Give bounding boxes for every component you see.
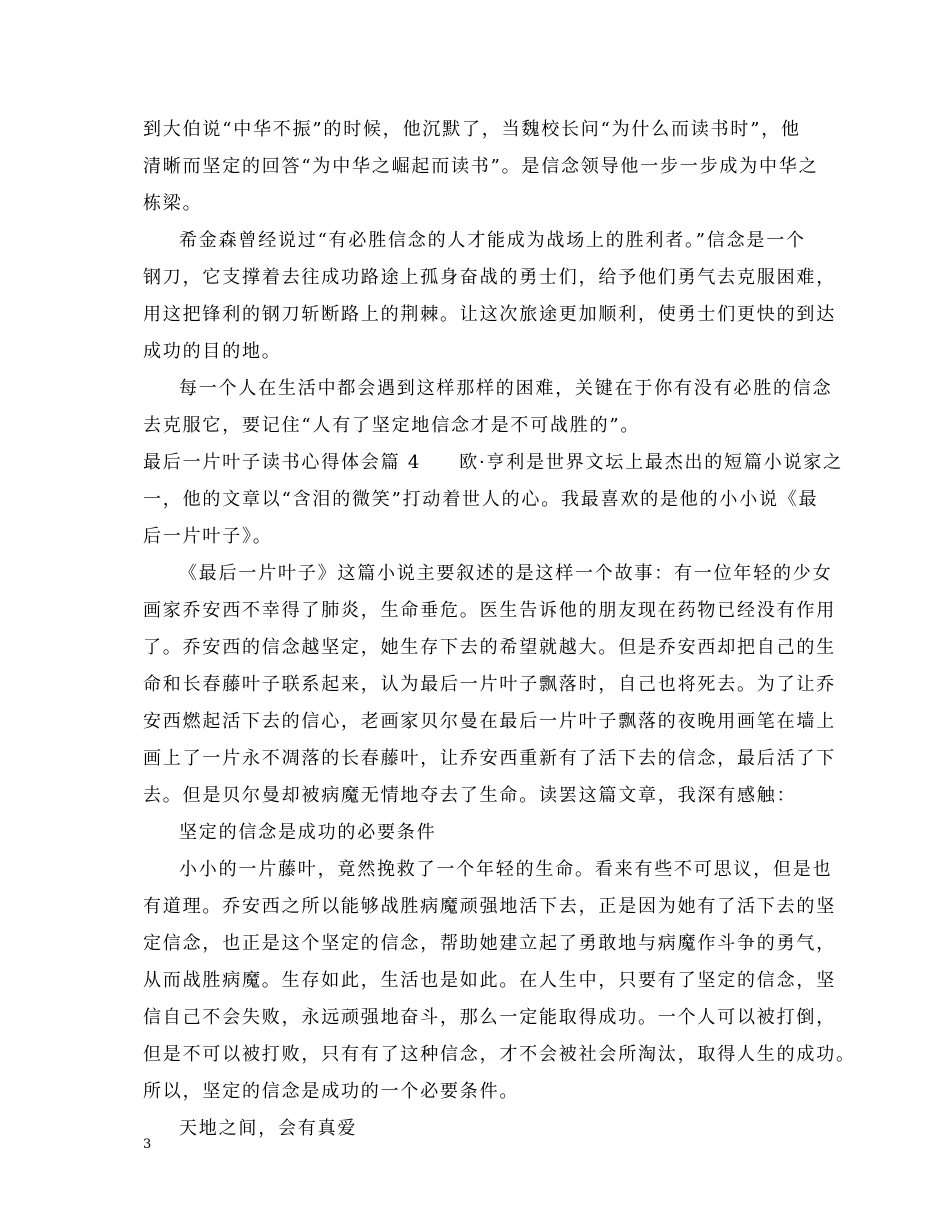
text-line: 栋梁。 <box>143 193 203 214</box>
heading-line <box>143 450 843 476</box>
text-line: 清晰而坚定的回答“为中华之崛起而读书”。是信念领导他一步一步成为中华之 <box>143 156 819 177</box>
text-line: 画上了一片永不凋落的长春藤叶，让乔安西重新有了活下去的信念，最后活了下 <box>143 748 836 769</box>
subheading: 坚定的信念是成功的必要条件 <box>179 822 437 843</box>
page-number: 3 <box>143 1137 152 1152</box>
text-line: 后一片叶子》。 <box>143 526 273 547</box>
text-line: 命和长春藤叶子联系起来，认为最后一片叶子飘落时，自己也将死去。为了让乔 <box>143 674 836 695</box>
text-line: 了。乔安西的信念越坚定，她生存下去的希望就越大。但是乔安西却把自己的生 <box>143 637 836 658</box>
subheading: 天地之间，会有真爱 <box>179 1118 358 1139</box>
text-line: 定信念，也正是这个坚定的信念，帮助她建立起了勇敢地与病魔作斗争的勇气， <box>143 933 836 954</box>
text-line: 有道理。乔安西之所以能够战胜病魔顽强地活下去，正是因为她有了活下去的坚 <box>143 896 836 917</box>
text-line: 小小的一片藤叶，竟然挽救了一个年轻的生命。看来有些不可思议，但是也 <box>179 859 833 880</box>
text-line: 每一个人在生活中都会遇到这样那样的困难，关键在于你有没有必胜的信念 <box>179 378 833 399</box>
text-line: 到大伯说“中华不振”的时候，他沉默了，当魏校长问“为什么而读书时”，他 <box>143 119 801 140</box>
text-line: 《最后一片叶子》这篇小说主要叙述的是这样一个故事：有一位年轻的少女 <box>179 563 833 584</box>
section-heading: 最后一片叶子读书心得体会篇 4 <box>143 452 422 473</box>
text-line: 欧·亨利是世界文坛上最杰出的短篇小说家之 <box>459 452 843 473</box>
text-line: 所以，坚定的信念是成功的一个必要条件。 <box>143 1081 520 1102</box>
text-line: 画家乔安西不幸得了肺炎，生命垂危。医生告诉他的朋友现在药物已经没有作用 <box>143 600 836 621</box>
text-line: 去。但是贝尔曼却被病魔无情地夺去了生命。读罢这篇文章，我深有感触： <box>143 785 797 806</box>
text-line: 成功的目的地。 <box>143 341 282 362</box>
text-line: 从而战胜病魔。生存如此，生活也是如此。在人生中，只要有了坚定的信念，坚 <box>143 970 836 991</box>
text-line: 但是不可以被打败，只有有了这种信念，才不会被社会所淘汰，取得人生的成功。 <box>143 1044 856 1065</box>
text-line: 信自己不会失败，永远顽强地奋斗，那么一定能取得成功。一个人可以被打倒， <box>143 1007 836 1028</box>
text-line: 希金森曾经说过“有必胜信念的人才能成为战场上的胜利者。”信念是一个 <box>179 230 806 251</box>
text-line: 去克服它，要记住“人有了坚定地信念才是不可战胜的”。 <box>143 415 641 436</box>
text-line: 安西燃起活下去的信心，老画家贝尔曼在最后一片叶子飘落的夜晚用画笔在墙上 <box>143 711 836 732</box>
text-line: 一，他的文章以“含泪的微笑”打动着世人的心。我最喜欢的是他的小小说《最 <box>143 489 819 510</box>
text-line: 用这把锋利的钢刀斩断路上的荆棘。让这次旅途更加顺利，使勇士们更快的到达 <box>143 304 836 325</box>
text-line: 钢刀，它支撑着去往成功路途上孤身奋战的勇士们，给予他们勇气去克服困难， <box>143 267 836 288</box>
